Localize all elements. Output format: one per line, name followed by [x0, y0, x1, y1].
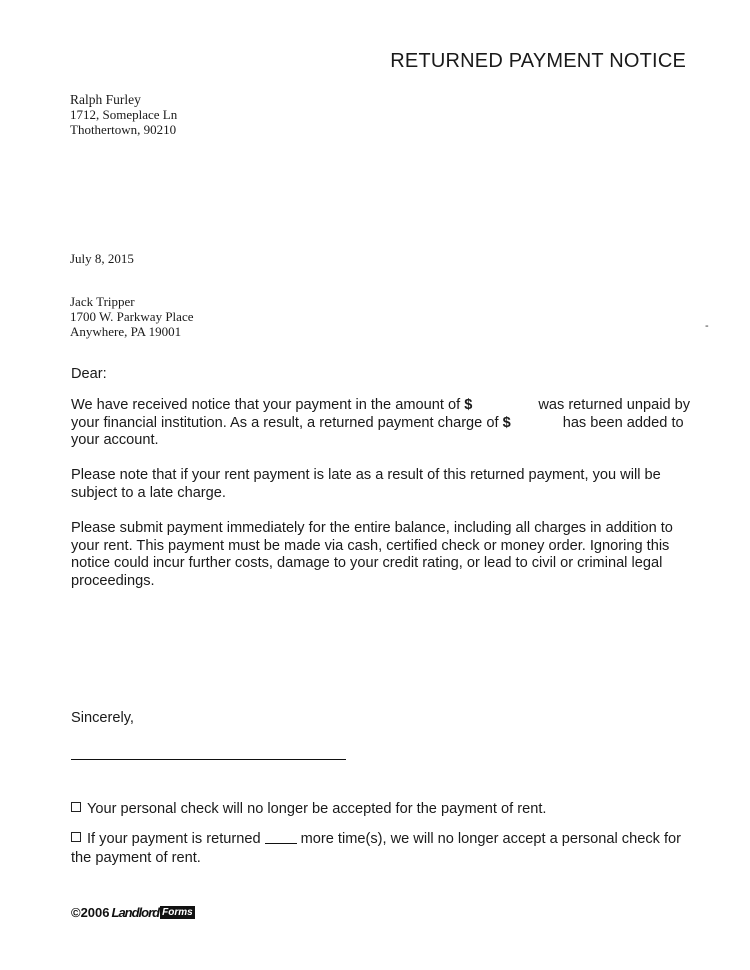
option-no-personal-check	[71, 800, 696, 819]
paragraph-submit-payment: Please submit payment immediately for the entire balance, including all charges in addition to your rent. This payment must be made via cash, certified check or money order. Ignoring this notice could incur further costs, damage to your credit rating, or lead to civil or criminal legal proceedings.	[71, 520, 673, 589]
option2-text-after: more time(s), we will no longer accept a personal check for the payment of rent.	[71, 831, 682, 866]
option-returned-times	[71, 830, 696, 868]
checkbox-icon[interactable]	[71, 802, 81, 812]
paragraph-returned-payment	[71, 397, 691, 450]
option2-text-before: If your payment is returned	[87, 831, 261, 847]
recipient-street: 1700 W. Parkway Place	[70, 309, 194, 324]
paragraph1-part3: has been added to your account.	[71, 414, 684, 448]
paragraph1-part1: We have received notice that your payment in the amount of	[71, 397, 465, 413]
checkbox-icon[interactable]	[71, 832, 81, 842]
copyright: ©2006	[71, 905, 110, 920]
amount-dollar-sign: $	[464, 397, 473, 413]
sender-name: Ralph Furley	[70, 92, 141, 107]
footer	[71, 905, 195, 920]
edge-mark: -	[705, 320, 709, 332]
sender-city: Thothertown, 90210	[70, 122, 177, 137]
document-title: RETURNED PAYMENT NOTICE	[390, 50, 686, 72]
paragraph-late-charge: Please note that if your rent payment is late as a result of this returned payment, you will be subject to a late charge.	[71, 467, 661, 501]
brand-logo	[112, 905, 195, 920]
signature-line	[71, 759, 346, 760]
recipient-name: Jack Tripper	[70, 294, 135, 309]
recipient-city: Anywhere, PA 19001	[70, 324, 182, 339]
recipient-address	[70, 294, 193, 339]
paragraph1-part2: was returned unpaid by your financial institution. As a result, a returned payment charge of	[71, 397, 691, 431]
sender-address	[70, 92, 177, 137]
sender-street: 1712, Someplace Ln	[70, 107, 178, 122]
charge-dollar-sign: $	[502, 414, 511, 431]
times-blank	[265, 830, 297, 844]
salutation: Dear:	[71, 366, 107, 382]
brand-logo-text: Landlord	[111, 905, 160, 920]
letter-date: July 8, 2015	[70, 251, 134, 266]
brand-logo-box: Forms	[162, 907, 193, 918]
option1-text: Your personal check will no longer be accepted for the payment of rent.	[87, 801, 547, 817]
closing: Sincerely,	[71, 710, 134, 726]
